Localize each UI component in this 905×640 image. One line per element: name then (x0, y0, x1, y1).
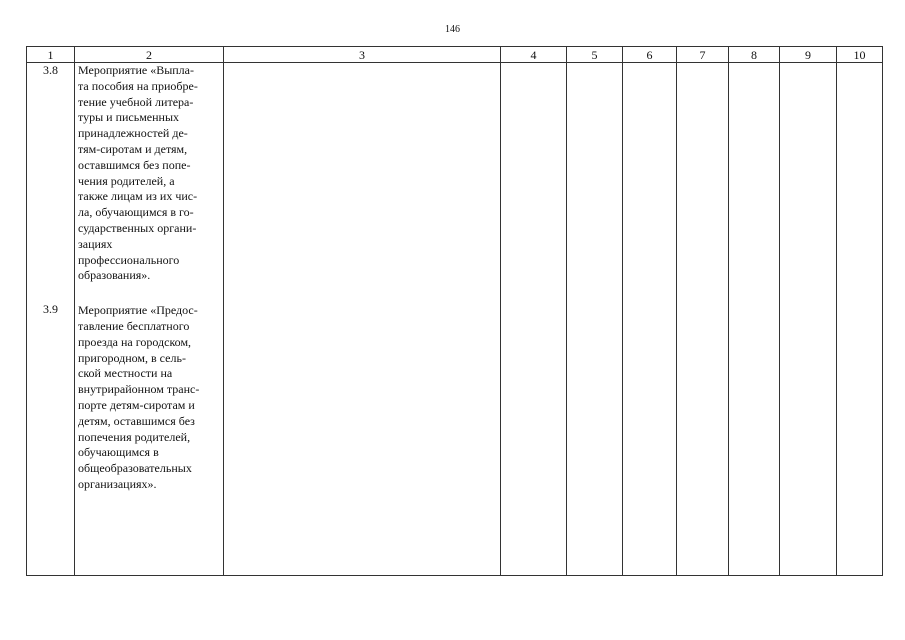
column-header-6: 6 (623, 47, 677, 63)
column-header-8: 8 (729, 47, 780, 63)
column-4-cell (501, 63, 567, 576)
page-number: 146 (445, 24, 460, 35)
column-header-7: 7 (677, 47, 729, 63)
column-header-5: 5 (567, 47, 623, 63)
column-10-cell (837, 63, 883, 576)
table-row (27, 63, 883, 576)
document-table (26, 46, 883, 576)
row-number-3-9: 3.9 (43, 301, 58, 316)
column-7-cell (677, 63, 729, 576)
column-8-cell (729, 63, 780, 576)
column-header-3: 3 (224, 47, 501, 63)
column-header-4: 4 (501, 47, 567, 63)
header-row (27, 47, 883, 63)
row-number-3-8: 3.8 (43, 63, 58, 77)
column-3-cell (224, 63, 501, 576)
event-text-3-9: Мероприятие «Предос- тавление бесплатного проезда на городском, пригородном, в сель- ской местности на внутрирайонном транс- порте детям-сиротам и детям, оставшимся без попечения родителей, обучающимся в общеобразовательных организациях». (78, 303, 200, 491)
event-text-3-8: Мероприятие «Выпла- та пособия на приобре- тение учебной литера- туры и письменных принадлежностей де- тям-сиротам и детям, оставшимся без попе- чения родителей, а также лицам из их чис- ла, обучающимся в го- сударственных органи- зациях профессионального образования». (78, 63, 198, 283)
column-header-1: 1 (27, 47, 75, 63)
event-description-cell (75, 63, 224, 576)
column-header-10: 10 (837, 47, 883, 63)
column-6-cell (623, 63, 677, 576)
column-9-cell (780, 63, 837, 576)
column-5-cell (567, 63, 623, 576)
column-header-2: 2 (75, 47, 224, 63)
column-header-9: 9 (780, 47, 837, 63)
row-numbers-cell (27, 63, 75, 576)
